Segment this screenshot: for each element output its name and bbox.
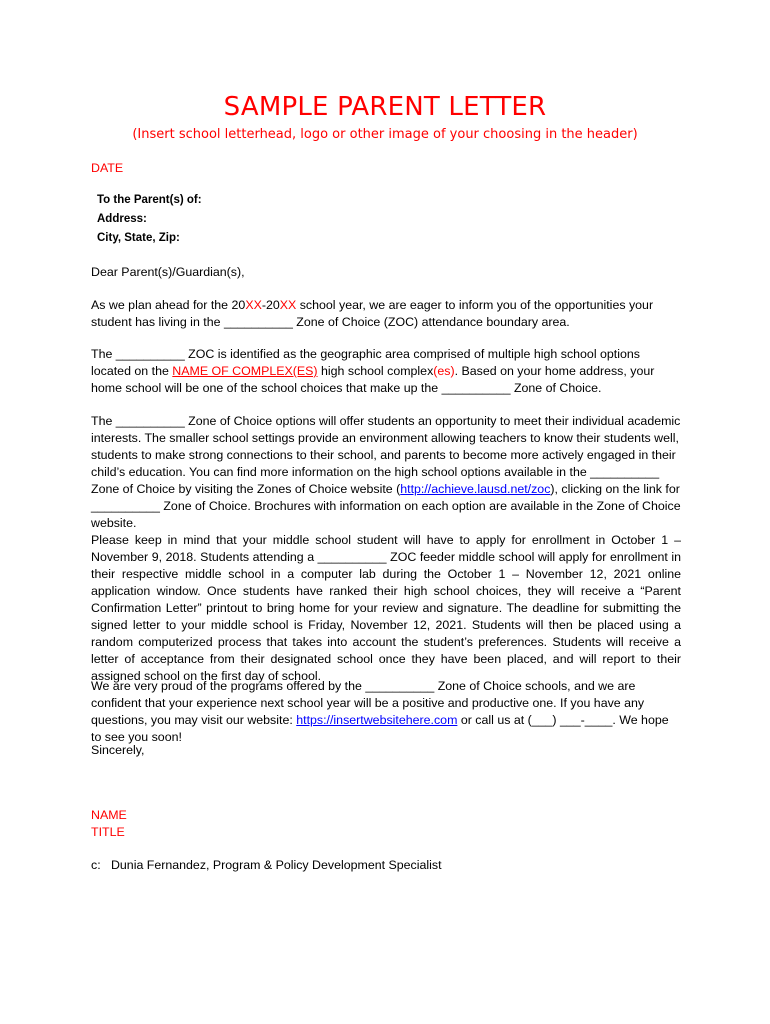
paragraph-closing-info: We are very proud of the programs offered by the __________ Zone of Choice schools, and we are confident that your experience next school year will be a positive and productive one. If you have any questions, you may visit our website: https://insertwebsitehere.com or call us at (___) ___-____. We hope to see you soon! [91, 679, 669, 744]
closing: Sincerely, [91, 743, 145, 757]
address-label: Address: [97, 213, 147, 225]
signature-name-placeholder: NAME [91, 808, 127, 822]
paragraph-zoc-definition: The __________ ZOC is identified as the geographic area comprised of multiple high school options located on the NAME OF COMPLEX(ES) high school complex(es). Based on your home address, your home school will be one of the school choices that make up the __________ Zone of Choice. [91, 347, 655, 395]
city-state-zip-label: City, State, Zip: [97, 232, 180, 244]
paragraph-enrollment: Please keep in mind that your middle school student will have to apply for enrollment in October 1 – November 9, 2018. Students attending a __________ ZOC feeder middle school will apply for enrollment in their respective middle school in a computer lab during the October 1 – November 12, 2021 online application window. Once students have ranked their high school choices, they will receive a “Parent Confirmation Letter” printout to bring home for your review and signature. The deadline for submitting the signed letter to your middle school is Friday, November 12, 2021. Students will then be placed using a random computerized process that takes into account the student’s preferences. Students will receive a letter of acceptance from their designated school once they have been placed, and will report to their assigned school on the first day of school. [91, 533, 681, 683]
paragraph-school-year: As we plan ahead for the 20XX-20XX school year, we are eager to inform you of the opportunities your student has living in the __________ Zone of Choice (ZOC) attendance boundary area. [91, 298, 654, 329]
complex-name-placeholder: NAME OF COMPLEX(ES) [172, 364, 318, 378]
paragraph-zoc-options: The __________ Zone of Choice options will offer students an opportunity to meet their individual academic interests. The smaller school settings provide an environment allowing teachers to know their students well, students to make strong connections to their school, and parents to become more actively engaged in their child’s education. You can find more information on the high school options available in the __________ Zone of Choice by visiting the Zones of Choice website (http://achieve.lausd.net/zoc), clicking on the link for __________ Zone of Choice. Brochures with information on each option are available in the Zone of Choice website. [91, 414, 681, 530]
carbon-copy-line: c: Dunia Fernandez, Program & Policy Development Specialist [91, 858, 442, 872]
letterhead-instruction: (Insert school letterhead, logo or other image of your choosing in the header) [132, 127, 638, 142]
letter-title: SAMPLE PARENT LETTER [223, 92, 547, 122]
date-placeholder: DATE [91, 161, 124, 175]
school-website-link[interactable]: https://insertwebsitehere.com [296, 713, 458, 727]
salutation: Dear Parent(s)/Guardian(s), [91, 265, 245, 279]
address-to-label: To the Parent(s) of: [97, 194, 202, 206]
zoc-website-link[interactable]: http://achieve.lausd.net/zoc [400, 482, 551, 496]
signature-title-placeholder: TITLE [91, 825, 125, 839]
